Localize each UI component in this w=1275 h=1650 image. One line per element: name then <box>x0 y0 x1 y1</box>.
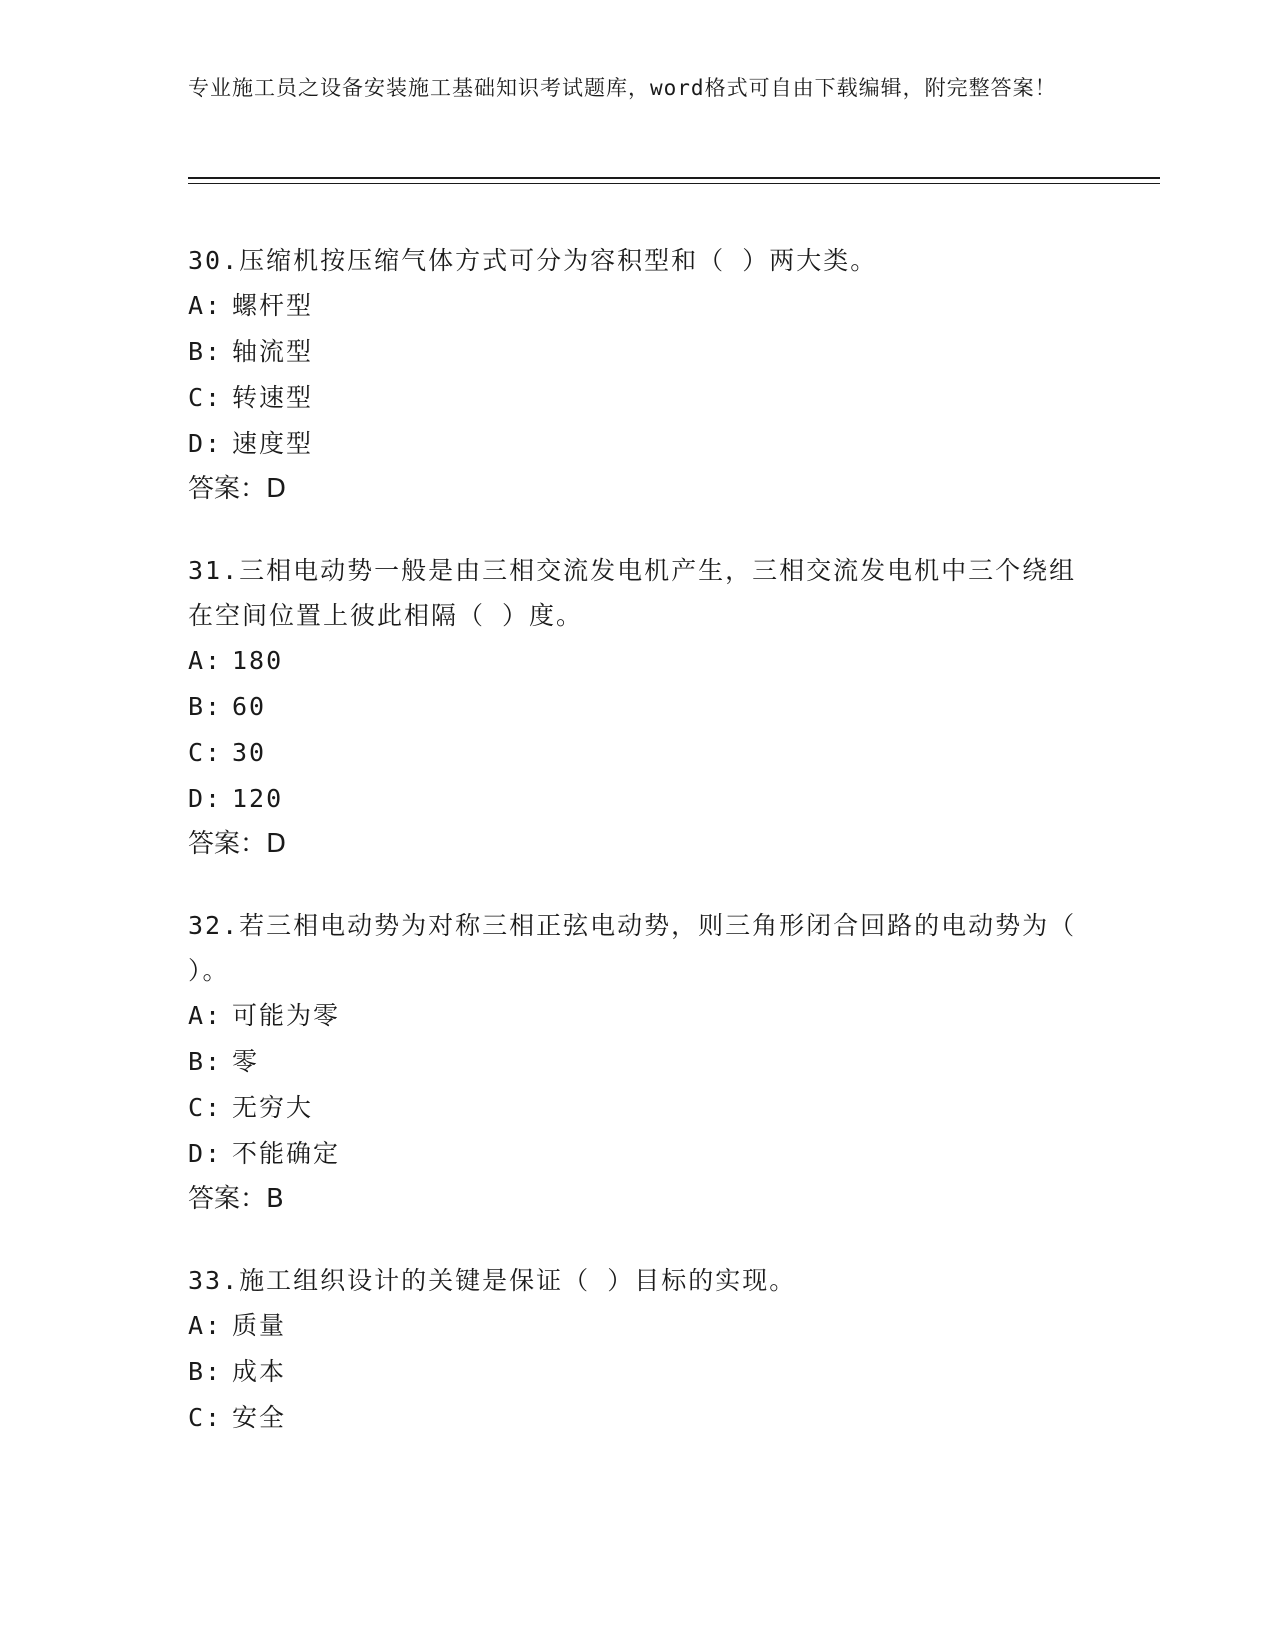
option-text: 质量 <box>232 1311 287 1340</box>
option-key: C: <box>188 738 223 767</box>
option-text: 不能确定 <box>232 1139 341 1168</box>
question-item <box>188 903 1088 1221</box>
question-stem: 30.压缩机按压缩气体方式可分为容积型和（ ）两大类。 <box>188 246 878 275</box>
option-c <box>188 375 1088 421</box>
option-text: 轴流型 <box>232 337 314 366</box>
option-c <box>188 730 1088 776</box>
option-text: 30 <box>232 738 267 767</box>
option-key: B: <box>188 692 223 721</box>
option-key: B: <box>188 337 223 366</box>
option-key: A: <box>188 646 223 675</box>
option-d <box>188 776 1088 822</box>
option-text: 零 <box>232 1047 260 1076</box>
option-text: 成本 <box>232 1357 287 1386</box>
question-list <box>188 238 1088 1478</box>
option-key: A: <box>188 1001 223 1030</box>
option-b <box>188 1349 1088 1395</box>
option-a <box>188 993 1088 1039</box>
option-a <box>188 1303 1088 1349</box>
answer-line: 答案：B <box>188 1184 284 1214</box>
option-key: C: <box>188 1403 223 1432</box>
option-key: A: <box>188 291 223 320</box>
option-b <box>188 684 1088 730</box>
option-a <box>188 638 1088 684</box>
option-a <box>188 283 1088 329</box>
option-text: 安全 <box>232 1403 287 1432</box>
option-text: 可能为零 <box>232 1001 341 1030</box>
option-b <box>188 329 1088 375</box>
option-key: D: <box>188 784 223 813</box>
option-b <box>188 1039 1088 1085</box>
option-key: B: <box>188 1357 223 1386</box>
option-text: 螺杆型 <box>232 291 314 320</box>
option-key: D: <box>188 1139 223 1168</box>
question-stem: 33.施工组织设计的关键是保证（ ）目标的实现。 <box>188 1266 797 1295</box>
option-c <box>188 1395 1088 1441</box>
header-divider-thick <box>188 177 1160 179</box>
answer-line: 答案：D <box>188 829 287 859</box>
header-divider-thin <box>188 183 1160 184</box>
option-c <box>188 1085 1088 1131</box>
document-header: 专业施工员之设备安装施工基础知识考试题库，word格式可自由下载编辑，附完整答案！ <box>188 76 1057 100</box>
answer-line: 答案：D <box>188 474 287 504</box>
option-d <box>188 1131 1088 1177</box>
option-text: 转速型 <box>232 383 314 412</box>
option-text: 180 <box>232 646 284 675</box>
option-key: C: <box>188 1093 223 1122</box>
option-d <box>188 421 1088 467</box>
question-item <box>188 1258 1088 1441</box>
question-stem: 31.三相电动势一般是由三相交流发电机产生，三相交流发电机中三个绕组在空间位置上彼此相隔（ ）度。 <box>188 556 1077 630</box>
option-text: 120 <box>232 784 284 813</box>
option-key: D: <box>188 429 223 458</box>
option-text: 60 <box>232 692 267 721</box>
option-text: 无穷大 <box>232 1093 314 1122</box>
question-stem: 32.若三相电动势为对称三相正弦电动势，则三角形闭合回路的电动势为（ ）。 <box>188 911 1077 985</box>
question-item <box>188 238 1088 511</box>
question-item <box>188 548 1088 866</box>
option-text: 速度型 <box>232 429 314 458</box>
option-key: B: <box>188 1047 223 1076</box>
option-key: A: <box>188 1311 223 1340</box>
option-key: C: <box>188 383 223 412</box>
